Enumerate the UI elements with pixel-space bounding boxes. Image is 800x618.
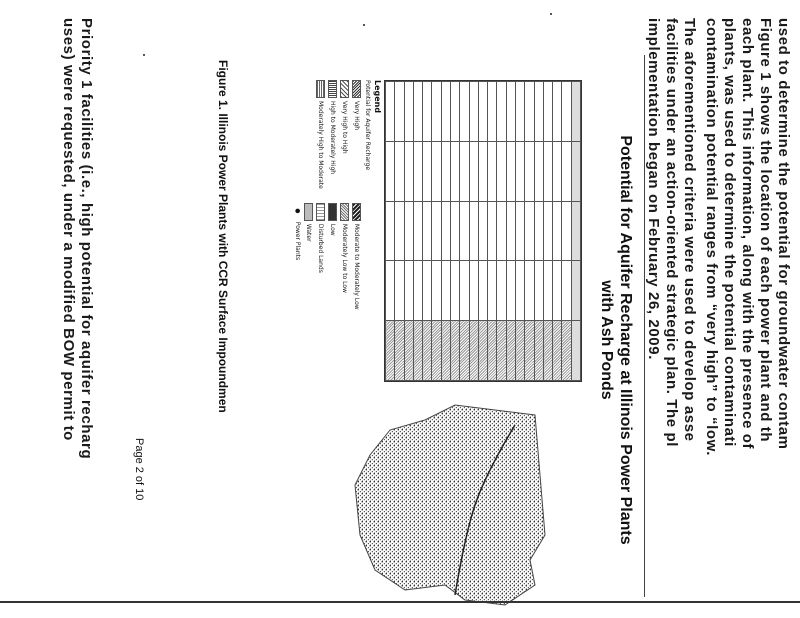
- table-row: [506, 82, 515, 381]
- paragraph-priority: [59, 18, 95, 578]
- table-cell: [423, 261, 432, 321]
- table-cell: [525, 141, 534, 201]
- table-cell: [413, 321, 422, 381]
- table-cell: [562, 201, 571, 261]
- table-cell: [395, 321, 404, 381]
- table-cell: [571, 321, 580, 381]
- legend-item: Very High to High: [340, 80, 349, 189]
- table-row: [497, 82, 506, 381]
- scan-speck: [143, 54, 145, 56]
- table-cell: [516, 261, 525, 321]
- table-cell: [395, 82, 404, 142]
- table-row: [395, 82, 404, 381]
- table-cell: [432, 201, 441, 261]
- table-cell: [423, 201, 432, 261]
- legend-subtitle: Potential for Aquifer Recharge: [364, 80, 371, 171]
- table-cell: [460, 82, 469, 142]
- scan-edge-line: [0, 601, 800, 603]
- text-line: Priority 1 facilities (i.e., high potential for aquifer recharg: [78, 18, 95, 460]
- swatch-icon: [352, 80, 361, 98]
- paragraph-strategic-plan: [644, 18, 698, 578]
- table-cell: [571, 201, 580, 261]
- table-cell: [562, 82, 571, 142]
- table-cell: [497, 321, 506, 381]
- table-cell: [553, 141, 562, 201]
- table-cell: [386, 82, 395, 142]
- legend-item: Water: [304, 203, 313, 310]
- table-cell: [543, 261, 552, 321]
- table-row: [488, 82, 497, 381]
- text-line: facilities under an action-oriented strategic plan. The pl: [663, 18, 680, 448]
- page-number: Page 2 of 10: [133, 438, 145, 501]
- table-row: [525, 82, 534, 381]
- text-line: Figure 1 shows the location of each power plant and th: [757, 18, 774, 443]
- table-cell: [386, 141, 395, 201]
- table-cell: [488, 201, 497, 261]
- text-line: plants, was used to determine the potential contaminati: [721, 18, 738, 447]
- table-cell: [460, 201, 469, 261]
- table-cell: [553, 201, 562, 261]
- scan-speck: [550, 13, 552, 15]
- table-cell: [534, 141, 543, 201]
- table-cell: [432, 321, 441, 381]
- text-line: each plant. This information, along with the presence of: [739, 18, 756, 450]
- table-cell: [451, 261, 460, 321]
- figure-caption: Figure 1. Illinois Power Plants with CCR Surface Impoundmen: [216, 60, 230, 413]
- table-cell: [562, 141, 571, 201]
- table-cell: [395, 141, 404, 201]
- table-cell: [543, 82, 552, 142]
- legend-item: Moderately High to Moderate: [316, 80, 325, 189]
- table-row: [478, 82, 487, 381]
- table-cell: [478, 321, 487, 381]
- legend-item: ● Power Plants: [294, 203, 301, 310]
- figure-top-border: [644, 55, 645, 597]
- table-cell: [451, 321, 460, 381]
- map-legend: [222, 80, 382, 410]
- legend-item: Low: [328, 203, 337, 310]
- plant-table-grid: [385, 81, 581, 381]
- figure-title-line: with Ash Ponds: [598, 280, 615, 400]
- table-row: [553, 82, 562, 381]
- table-cell: [469, 321, 478, 381]
- table-row: [562, 82, 571, 381]
- swatch-icon: [316, 203, 325, 221]
- text-line: implementation began on February 26, 2009.: [645, 18, 662, 360]
- table-cell: [423, 321, 432, 381]
- table-cell: [525, 321, 534, 381]
- table-cell: [506, 321, 515, 381]
- state-outline: [355, 405, 545, 605]
- table-cell: [488, 82, 497, 142]
- table-row: [451, 82, 460, 381]
- table-cell: [404, 141, 413, 201]
- legend-item: High to Moderately High: [328, 80, 337, 189]
- table-cell: [497, 201, 506, 261]
- table-cell: [413, 261, 422, 321]
- table-cell: [386, 201, 395, 261]
- table-row: [469, 82, 478, 381]
- table-row: [534, 82, 543, 381]
- table-cell: [516, 201, 525, 261]
- table-cell: [423, 82, 432, 142]
- table-cell: [534, 321, 543, 381]
- table-cell: [460, 141, 469, 201]
- illinois-map: [345, 385, 575, 615]
- table-cell: [571, 141, 580, 201]
- table-cell: [497, 261, 506, 321]
- plant-table: [384, 80, 582, 382]
- table-row: [543, 82, 552, 381]
- table-cell: [562, 261, 571, 321]
- table-cell: [478, 141, 487, 201]
- table-cell: [441, 141, 450, 201]
- legend-item: Moderately Low to Low: [340, 203, 349, 310]
- legend-title: Legend: [373, 80, 382, 114]
- table-cell: [571, 261, 580, 321]
- table-cell: [478, 261, 487, 321]
- table-cell: [488, 141, 497, 201]
- text-line: used to determine the potential for groundwater contam: [775, 18, 792, 450]
- swatch-icon: [352, 203, 361, 221]
- table-cell: [525, 82, 534, 142]
- figure-title-line: Potential for Aquifer Recharge at Illinois Power Plants: [617, 135, 634, 545]
- table-cell: [441, 82, 450, 142]
- table-cell: [432, 261, 441, 321]
- table-cell: [469, 141, 478, 201]
- table-cell: [386, 321, 395, 381]
- table-cell: [516, 321, 525, 381]
- table-row: [571, 82, 580, 381]
- legend-item: Disturbed Lands: [316, 203, 325, 310]
- table-cell: [516, 82, 525, 142]
- swatch-icon: [340, 203, 349, 221]
- table-cell: [534, 261, 543, 321]
- table-cell: [441, 261, 450, 321]
- table-cell: [395, 201, 404, 261]
- table-cell: [516, 141, 525, 201]
- table-cell: [460, 321, 469, 381]
- table-cell: [451, 82, 460, 142]
- table-cell: [469, 82, 478, 142]
- table-cell: [488, 261, 497, 321]
- table-cell: [562, 321, 571, 381]
- text-line: uses) were requested, under a modified BOW permit to: [60, 18, 77, 441]
- table-cell: [525, 261, 534, 321]
- table-cell: [553, 82, 562, 142]
- table-cell: [441, 201, 450, 261]
- table-cell: [506, 261, 515, 321]
- legend-item: Very High: [352, 80, 361, 189]
- table-cell: [543, 201, 552, 261]
- table-cell: [395, 261, 404, 321]
- table-row: [460, 82, 469, 381]
- swatch-icon: [316, 80, 325, 98]
- text-line: The aforementioned criteria were used to develop asse: [681, 18, 698, 442]
- table-cell: [441, 321, 450, 381]
- table-cell: [451, 141, 460, 201]
- table-cell: [469, 201, 478, 261]
- table-row: [432, 82, 441, 381]
- table-cell: [432, 141, 441, 201]
- table-cell: [553, 321, 562, 381]
- table-cell: [525, 201, 534, 261]
- table-cell: [432, 82, 441, 142]
- table-cell: [571, 82, 580, 142]
- table-cell: [506, 141, 515, 201]
- table-cell: [506, 201, 515, 261]
- table-cell: [404, 261, 413, 321]
- table-cell: [404, 321, 413, 381]
- table-cell: [413, 82, 422, 142]
- table-row: [386, 82, 395, 381]
- table-cell: [404, 82, 413, 142]
- table-cell: [469, 261, 478, 321]
- paragraph-groundwater: [702, 18, 792, 578]
- swatch-icon: [304, 203, 313, 221]
- table-cell: [543, 141, 552, 201]
- table-row: [423, 82, 432, 381]
- table-cell: [553, 261, 562, 321]
- legend-item: Moderate to Moderately Low: [352, 203, 361, 310]
- swatch-icon: [328, 203, 337, 221]
- table-row: [413, 82, 422, 381]
- table-cell: [497, 82, 506, 142]
- table-cell: [478, 82, 487, 142]
- table-cell: [451, 201, 460, 261]
- swatch-icon: [340, 80, 349, 98]
- swatch-icon: [328, 80, 337, 98]
- table-cell: [534, 82, 543, 142]
- table-row: [441, 82, 450, 381]
- table-cell: [386, 261, 395, 321]
- text-line: contamination potential ranges from “very high” to “low.: [703, 18, 720, 457]
- table-cell: [423, 141, 432, 201]
- table-row: [516, 82, 525, 381]
- table-cell: [404, 201, 413, 261]
- table-cell: [413, 201, 422, 261]
- table-cell: [478, 201, 487, 261]
- table-cell: [460, 261, 469, 321]
- power-plant-icon: ●: [294, 208, 301, 214]
- scan-speck: [363, 24, 365, 26]
- table-cell: [413, 141, 422, 201]
- figure-title: [597, 60, 635, 618]
- table-cell: [534, 201, 543, 261]
- table-cell: [543, 321, 552, 381]
- table-row: [404, 82, 413, 381]
- table-cell: [488, 321, 497, 381]
- table-cell: [506, 82, 515, 142]
- table-cell: [497, 141, 506, 201]
